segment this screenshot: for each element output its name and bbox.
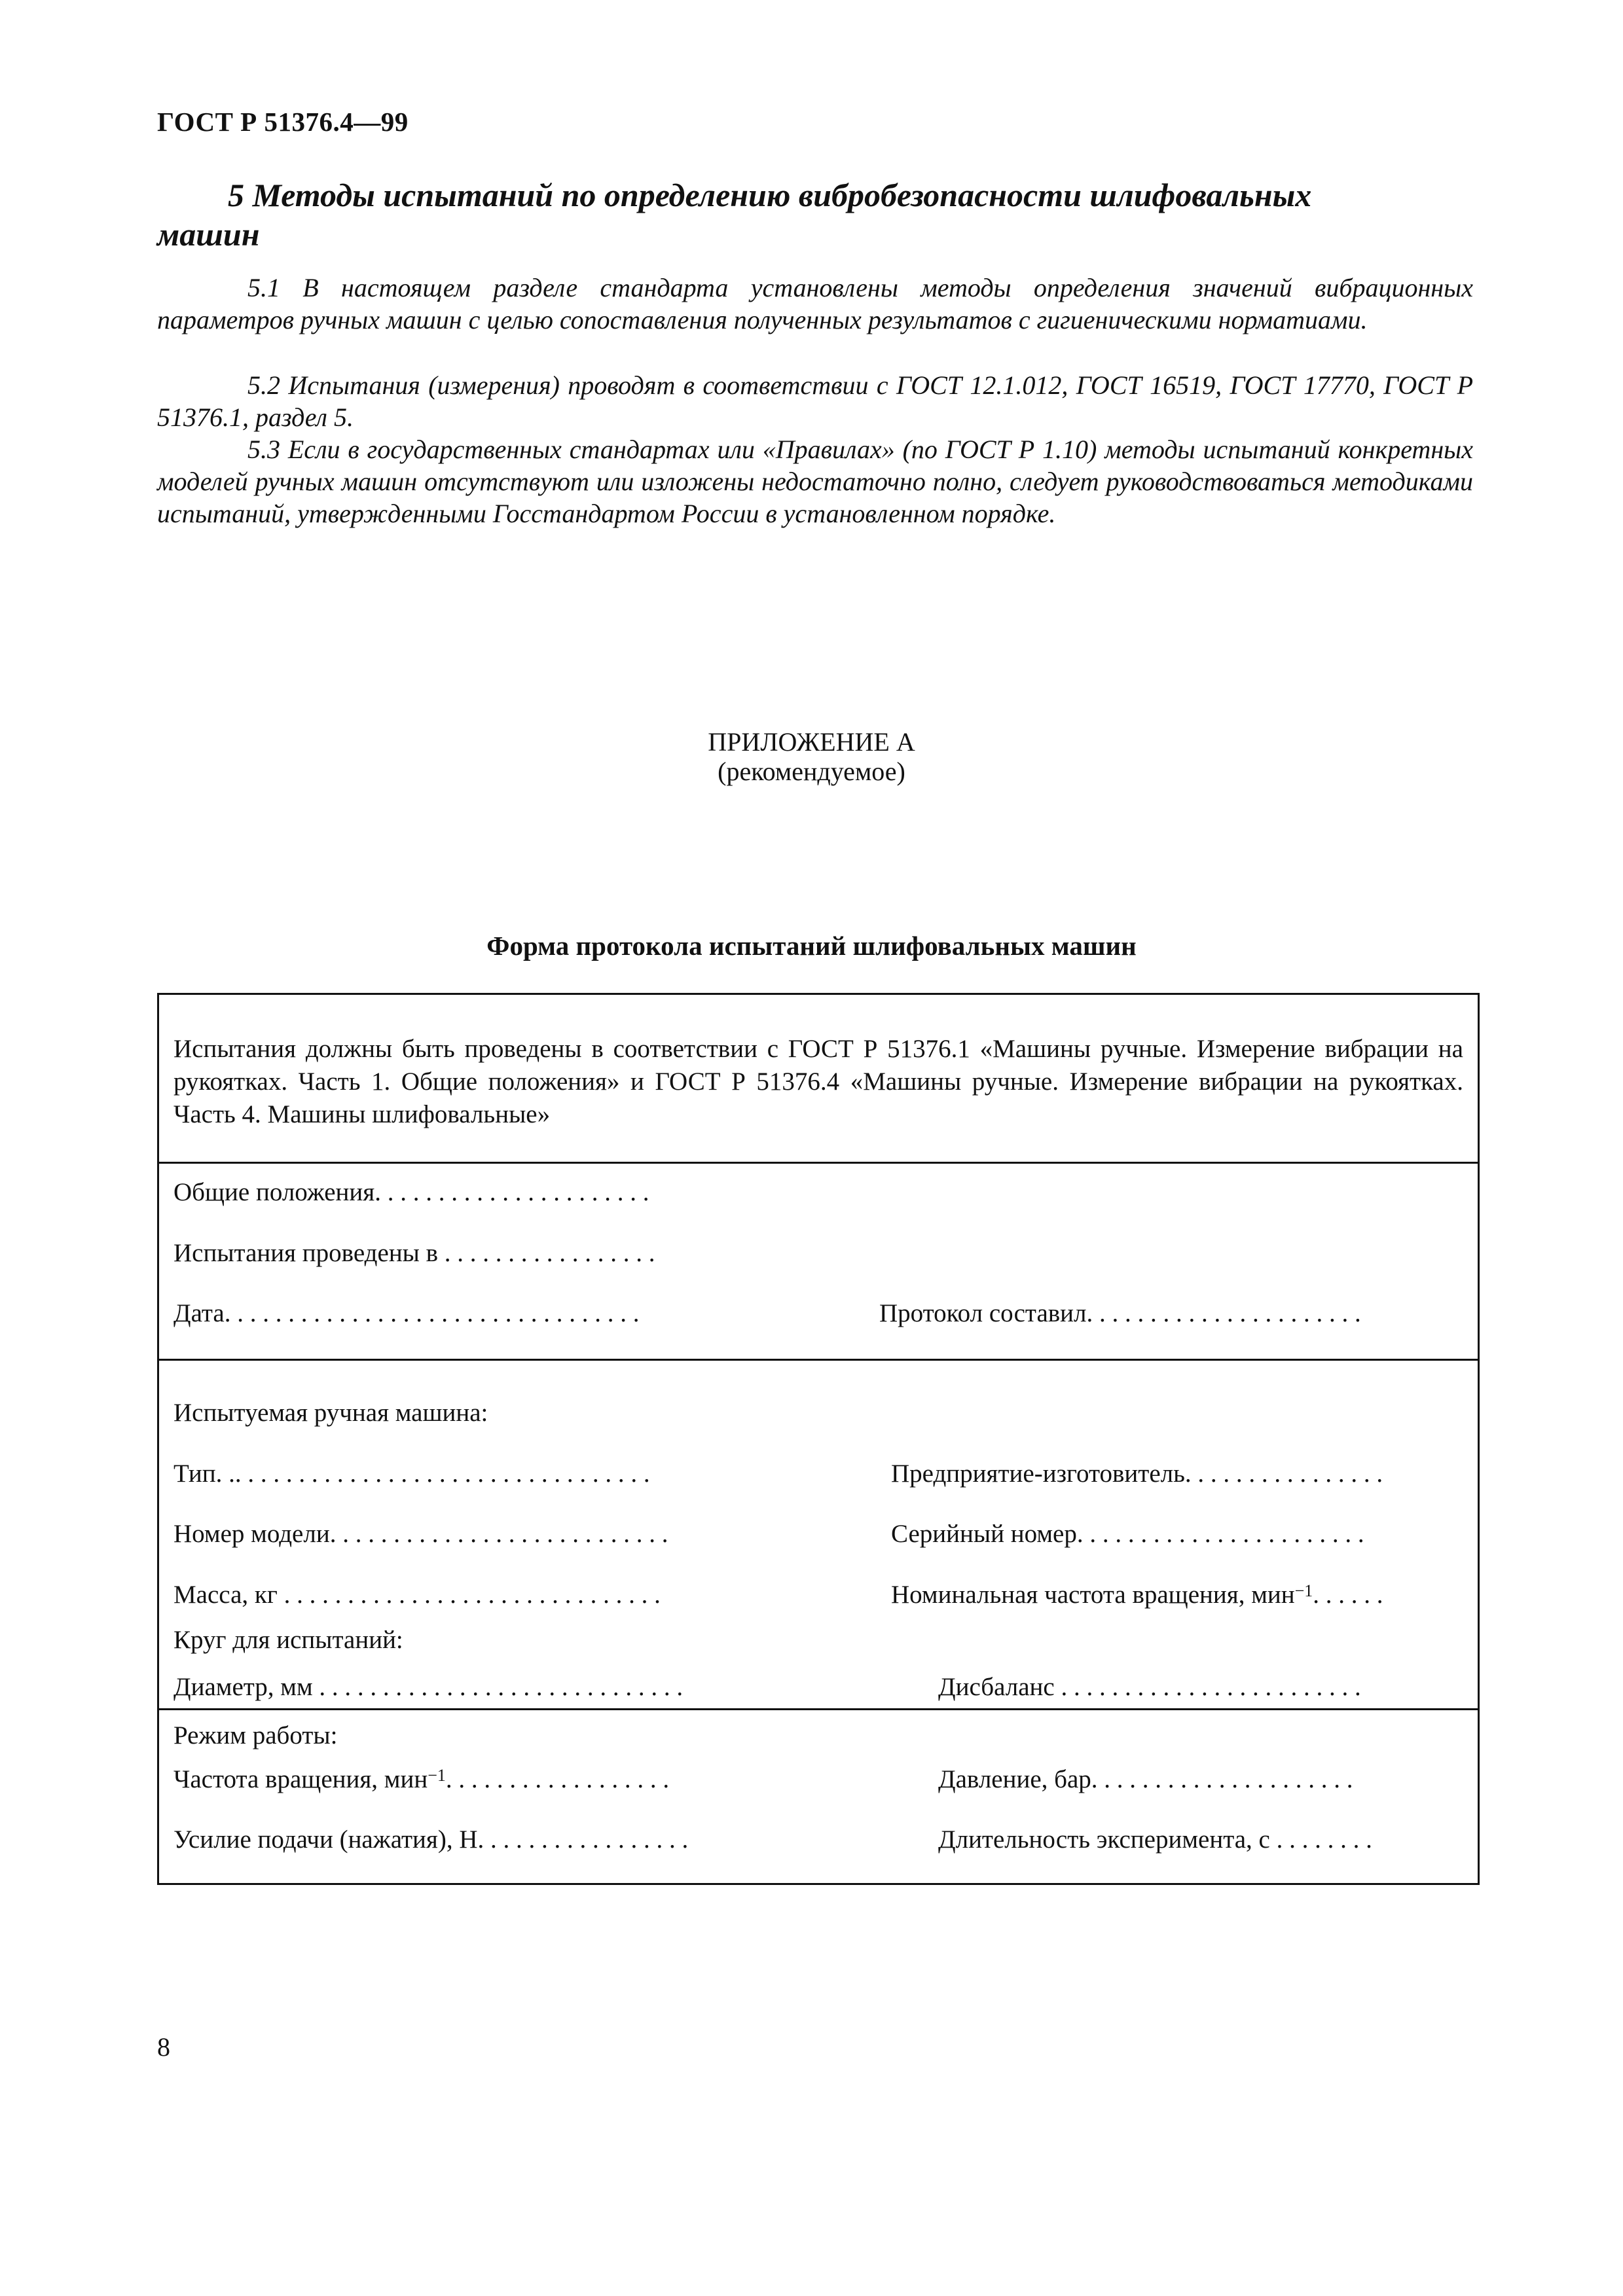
form-divider bbox=[159, 1708, 1478, 1710]
mass-field: Масса, кг . . . . . . . . . . . . . . . . . . . . . . . . . . . . . . bbox=[173, 1581, 661, 1609]
date-field: Дата. . . . . . . . . . . . . . . . . . . . . . . . . . . . . . . . . bbox=[173, 1299, 640, 1327]
type-field: Тип. .. . . . . . . . . . . . . . . . . . . . . . . . . . . . . . . . . bbox=[173, 1460, 650, 1488]
manufacturer-field: Предприятие-изготовитель. . . . . . . . . . . . . . . . bbox=[891, 1460, 1383, 1488]
appendix-subtitle: (рекомендуемое) bbox=[718, 757, 905, 786]
general-provisions-field: Общие положения. . . . . . . . . . . . . . . . . . . . . . bbox=[173, 1178, 649, 1206]
feed-force-field: Усилие подачи (нажатия), Н. . . . . . . . . . . . . . . . . bbox=[173, 1825, 689, 1854]
speed-label: Частота вращения, мин bbox=[173, 1765, 428, 1793]
section-5-title-line1: 5 Методы испытаний по определению вибробезопасности шлифовальных bbox=[228, 177, 1312, 213]
protocol-form bbox=[157, 993, 1480, 1885]
pressure-field: Давление, бар. . . . . . . . . . . . . . . . . . . . . bbox=[938, 1765, 1353, 1793]
rated-speed-label: Номинальная частота вращения, мин bbox=[891, 1581, 1295, 1609]
model-number-field: Номер модели. . . . . . . . . . . . . . . . . . . . . . . . . . . bbox=[173, 1520, 668, 1548]
paragraph-5-2: 5.2 Испытания (измерения) проводят в соответствии с ГОСТ 12.1.012, ГОСТ 16519, ГОСТ 17770, ГОСТ Р 51376.1, раздел 5. bbox=[157, 370, 1473, 432]
tested-at-field: Испытания проведены в . . . . . . . . . . . . . . . . . bbox=[173, 1239, 655, 1267]
paragraph-5-1: 5.1 В настоящем разделе стандарта установлены методы определения значений вибрационных параметров ручных машин с целью сопоставления полученных результатов с гигиеническими норматиами. bbox=[157, 273, 1473, 334]
appendix-title: ПРИЛОЖЕНИЕ А bbox=[708, 727, 915, 757]
page-number: 8 bbox=[157, 2032, 170, 2062]
speed-field bbox=[173, 1764, 669, 1795]
duration-field: Длительность эксперимента, с . . . . . . . . bbox=[938, 1825, 1372, 1854]
mode-heading: Режим работы: bbox=[173, 1721, 338, 1749]
test-wheel-heading: Круг для испытаний: bbox=[173, 1626, 403, 1654]
rated-speed-unit-exponent: −1 bbox=[1294, 1581, 1313, 1600]
diameter-field: Диаметр, мм . . . . . . . . . . . . . . . . . . . . . . . . . . . . . bbox=[173, 1673, 684, 1701]
speed-unit-exponent: −1 bbox=[428, 1766, 446, 1785]
machine-heading: Испытуемая ручная машина: bbox=[173, 1399, 488, 1427]
compiled-by-field: Протокол составил. . . . . . . . . . . . . . . . . . . . . . bbox=[879, 1299, 1361, 1327]
paragraph-5-3: 5.3 Если в государственных стандартах или «Правилах» (по ГОСТ Р 1.10) методы испытаний конкретных моделей ручных машин отсутствуют или изложены недостаточно полно, следует руководствоваться методиками испытаний, утвержденными Госстандартом России в установленном порядке. bbox=[157, 435, 1473, 528]
unbalance-field: Дисбаланс . . . . . . . . . . . . . . . . . . . . . . . . bbox=[938, 1673, 1361, 1701]
speed-dots: . . . . . . . . . . . . . . . . . . bbox=[445, 1765, 670, 1793]
document-code: ГОСТ Р 51376.4—99 bbox=[157, 107, 409, 137]
form-divider bbox=[159, 1359, 1478, 1361]
rated-speed-dots: . . . . . . bbox=[1313, 1581, 1383, 1609]
serial-number-field: Серийный номер. . . . . . . . . . . . . . . . . . . . . . . bbox=[891, 1520, 1364, 1548]
form-divider bbox=[159, 1162, 1478, 1164]
section-5-title bbox=[157, 175, 1473, 254]
form-title: Форма протокола испытаний шлифовальных машин bbox=[486, 931, 1137, 961]
section-5-title-line2: машин bbox=[157, 216, 260, 253]
form-intro: Испытания должны быть проведены в соответствии с ГОСТ Р 51376.1 «Машины ручные. Измерение вибрации на рукоятках. Часть 1. Общие положения» и ГОСТ Р 51376.4 «Машины ручные. Измерение вибрации на рукоятках. Часть 4. Машины шлифовальные» bbox=[173, 1035, 1463, 1128]
rated-speed-field bbox=[891, 1579, 1383, 1611]
